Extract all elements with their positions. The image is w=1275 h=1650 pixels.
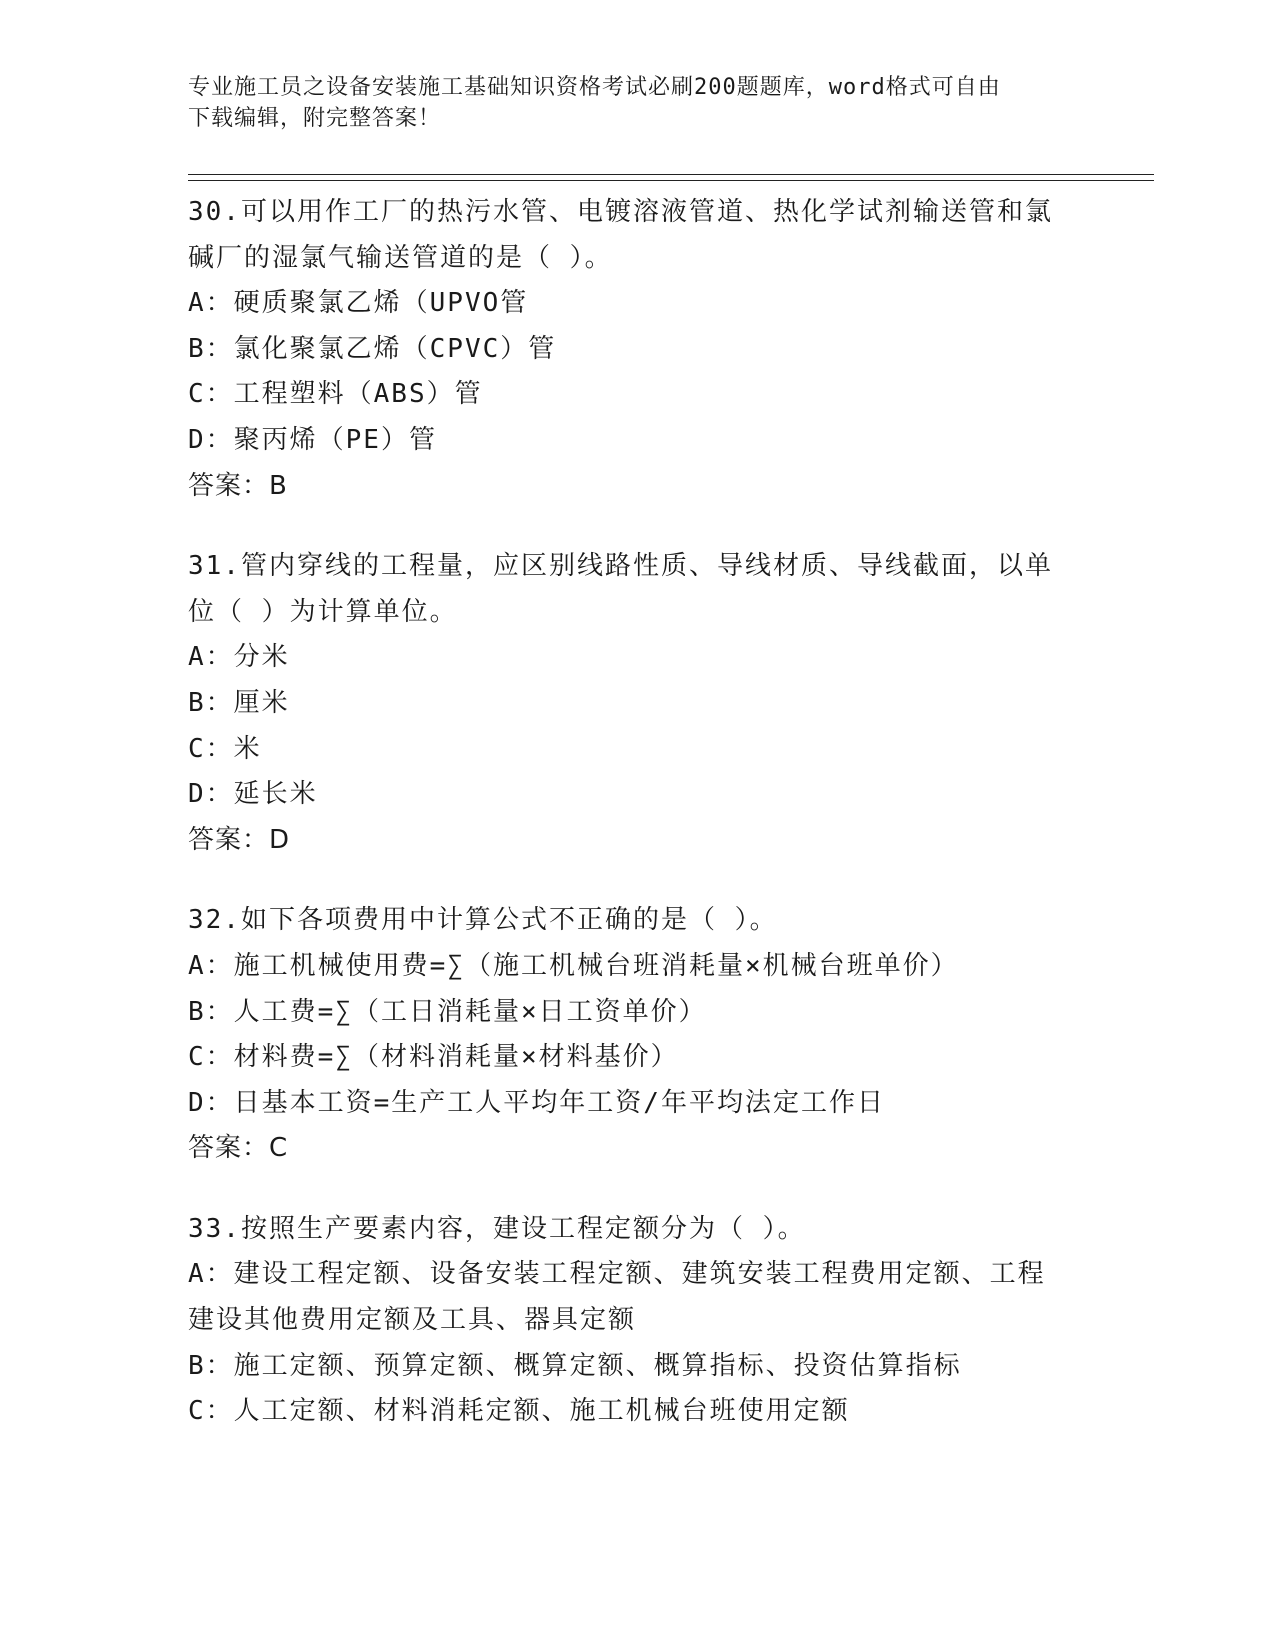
option-c: C：材料费=∑（材料消耗量×材料基价） bbox=[188, 1042, 679, 1073]
question-item bbox=[188, 190, 1088, 509]
option-d: D：聚丙烯（PE）管 bbox=[188, 424, 437, 455]
option-a: A：建设工程定额、设备安装工程定额、建筑安装工程费用定额、工程 bbox=[188, 1259, 1046, 1290]
question-list bbox=[188, 190, 1088, 1470]
question-item bbox=[188, 544, 1088, 863]
question-stem-line: 30.可以用作工厂的热污水管、电镀溶液管道、热化学试剂输送管和氯 bbox=[188, 197, 1053, 227]
option-b: B：厘米 bbox=[188, 687, 290, 718]
header-line: 专业施工员之设备安装施工基础知识资格考试必刷200题题库，word格式可自由 bbox=[188, 75, 1001, 100]
question-stem-line: 31.管内穿线的工程量，应区别线路性质、导线材质、导线截面，以单 bbox=[188, 551, 1053, 582]
option-d: D：日基本工资=生产工人平均年工资/年平均法定工作日 bbox=[188, 1087, 885, 1118]
option-c: C：工程塑料（ABS）管 bbox=[188, 379, 483, 410]
option-a-continued: 建设其他费用定额及工具、器具定额 bbox=[188, 1305, 637, 1336]
answer-line: 答案：B bbox=[188, 470, 288, 501]
question-item bbox=[188, 1207, 1088, 1435]
option-b: B：人工费=∑（工日消耗量×日工资单价） bbox=[188, 996, 707, 1027]
option-c: C：米 bbox=[188, 733, 262, 764]
question-stem-line: 33.按照生产要素内容，建设工程定额分为（ ）。 bbox=[188, 1213, 806, 1244]
option-b: B：施工定额、预算定额、概算定额、概算指标、投资估算指标 bbox=[188, 1350, 962, 1381]
option-c: C：人工定额、材料消耗定额、施工机械台班使用定额 bbox=[188, 1396, 850, 1427]
answer-line: 答案：D bbox=[188, 824, 291, 855]
question-stem-line: 位（ ）为计算单位。 bbox=[188, 596, 458, 627]
question-item bbox=[188, 898, 1088, 1172]
option-a: A：施工机械使用费=∑（施工机械台班消耗量×机械台班单价） bbox=[188, 950, 959, 981]
answer-line: 答案：C bbox=[188, 1133, 289, 1164]
header-rule-bottom bbox=[188, 180, 1154, 181]
option-b: B：氯化聚氯乙烯（CPVC）管 bbox=[188, 333, 557, 364]
question-stem-line: 碱厂的湿氯气输送管道的是（ ）。 bbox=[188, 242, 613, 273]
header-rule-top bbox=[188, 174, 1154, 175]
document-header bbox=[188, 72, 1088, 134]
question-stem-line: 32.如下各项费用中计算公式不正确的是（ ）。 bbox=[188, 905, 778, 936]
option-a: A：硬质聚氯乙烯（UPVO管 bbox=[188, 288, 529, 319]
option-d: D：延长米 bbox=[188, 779, 318, 810]
option-a: A：分米 bbox=[188, 642, 290, 673]
header-line: 下载编辑，附完整答案！ bbox=[188, 106, 442, 131]
